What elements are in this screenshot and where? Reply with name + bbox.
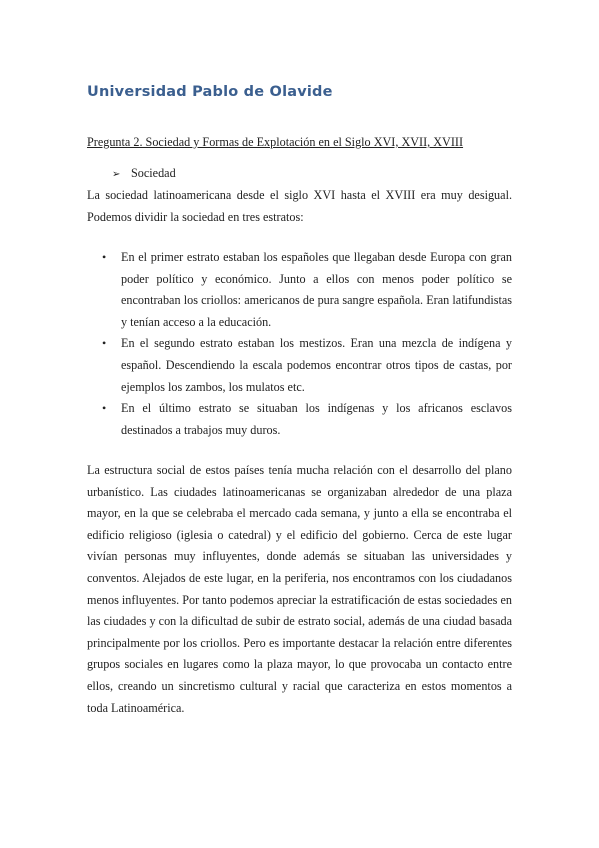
- strata-list: [87, 247, 512, 441]
- list-item: [87, 333, 512, 398]
- list-item: [87, 247, 512, 333]
- list-item: [87, 398, 512, 441]
- arrow-bullet-icon: ➢: [112, 169, 121, 180]
- bullet-dot-icon: •: [102, 336, 107, 351]
- list-item-text: En el primer estrato estaban los españoles que llegaban desde Europa con gran poder político y económico. Junto a ellos con menos poder político se encontraban los criollos: americanos de pura sangre española. Eran latifundistas y tenían acceso a la educación.: [121, 250, 512, 329]
- intro-paragraph: La sociedad latinoamericana desde el siglo XVI hasta el XVIII era muy desigual. Podemos dividir la sociedad en tres estratos:: [87, 188, 512, 224]
- list-item-text: En el último estrato se situaban los indígenas y los africanos esclavos destinados a trabajos muy duros.: [121, 401, 512, 437]
- bullet-dot-icon: •: [102, 401, 107, 416]
- closing-paragraph: La estructura social de estos países tenía mucha relación con el desarrollo del plano urbanístico. Las ciudades latinoamericanas se organizaban alrededor de una plaza mayor, en la que se celebraba el mercado cada semana, y junto a ella se encontraba el edificio religioso (iglesia o catedral) y el edificio del gobierno. Cerca de este lugar vivían personas muy influyentes, donde además se situaban las universidades y conventos. Alejados de este lugar, en la periferia, nos encontramos con los ciudadanos menos influyentes. Por tanto podemos apreciar la estratificación de estas sociedades en las ciudades y con la dificultad de subir de estrato social, además de una ciudad basada principalmente por los criollos. Pero es importante destacar la relación entre diferentes grupos sociales en lugares como la plaza mayor, lo que provocaba un contacto entre ellos, creando un sincretismo cultural y racial que caracteriza en estos momentos a toda Latinoamérica.: [87, 463, 512, 715]
- bullet-dot-icon: •: [102, 250, 107, 264]
- section-heading-label: Sociedad: [131, 166, 176, 180]
- section-heading: [112, 166, 176, 181]
- question-title: Pregunta 2. Sociedad y Formas de Explotación en el Siglo XVI, XVII, XVIII: [87, 135, 464, 149]
- list-item-text: En el segundo estrato estaban los mestizos. Eran una mezcla de indígena y español. Descendiendo la escala podemos encontrar otros tipos de castas, por ejemplos los zambos, los mulatos etc.: [121, 336, 512, 394]
- university-title: Universidad Pablo de Olavide: [87, 84, 333, 100]
